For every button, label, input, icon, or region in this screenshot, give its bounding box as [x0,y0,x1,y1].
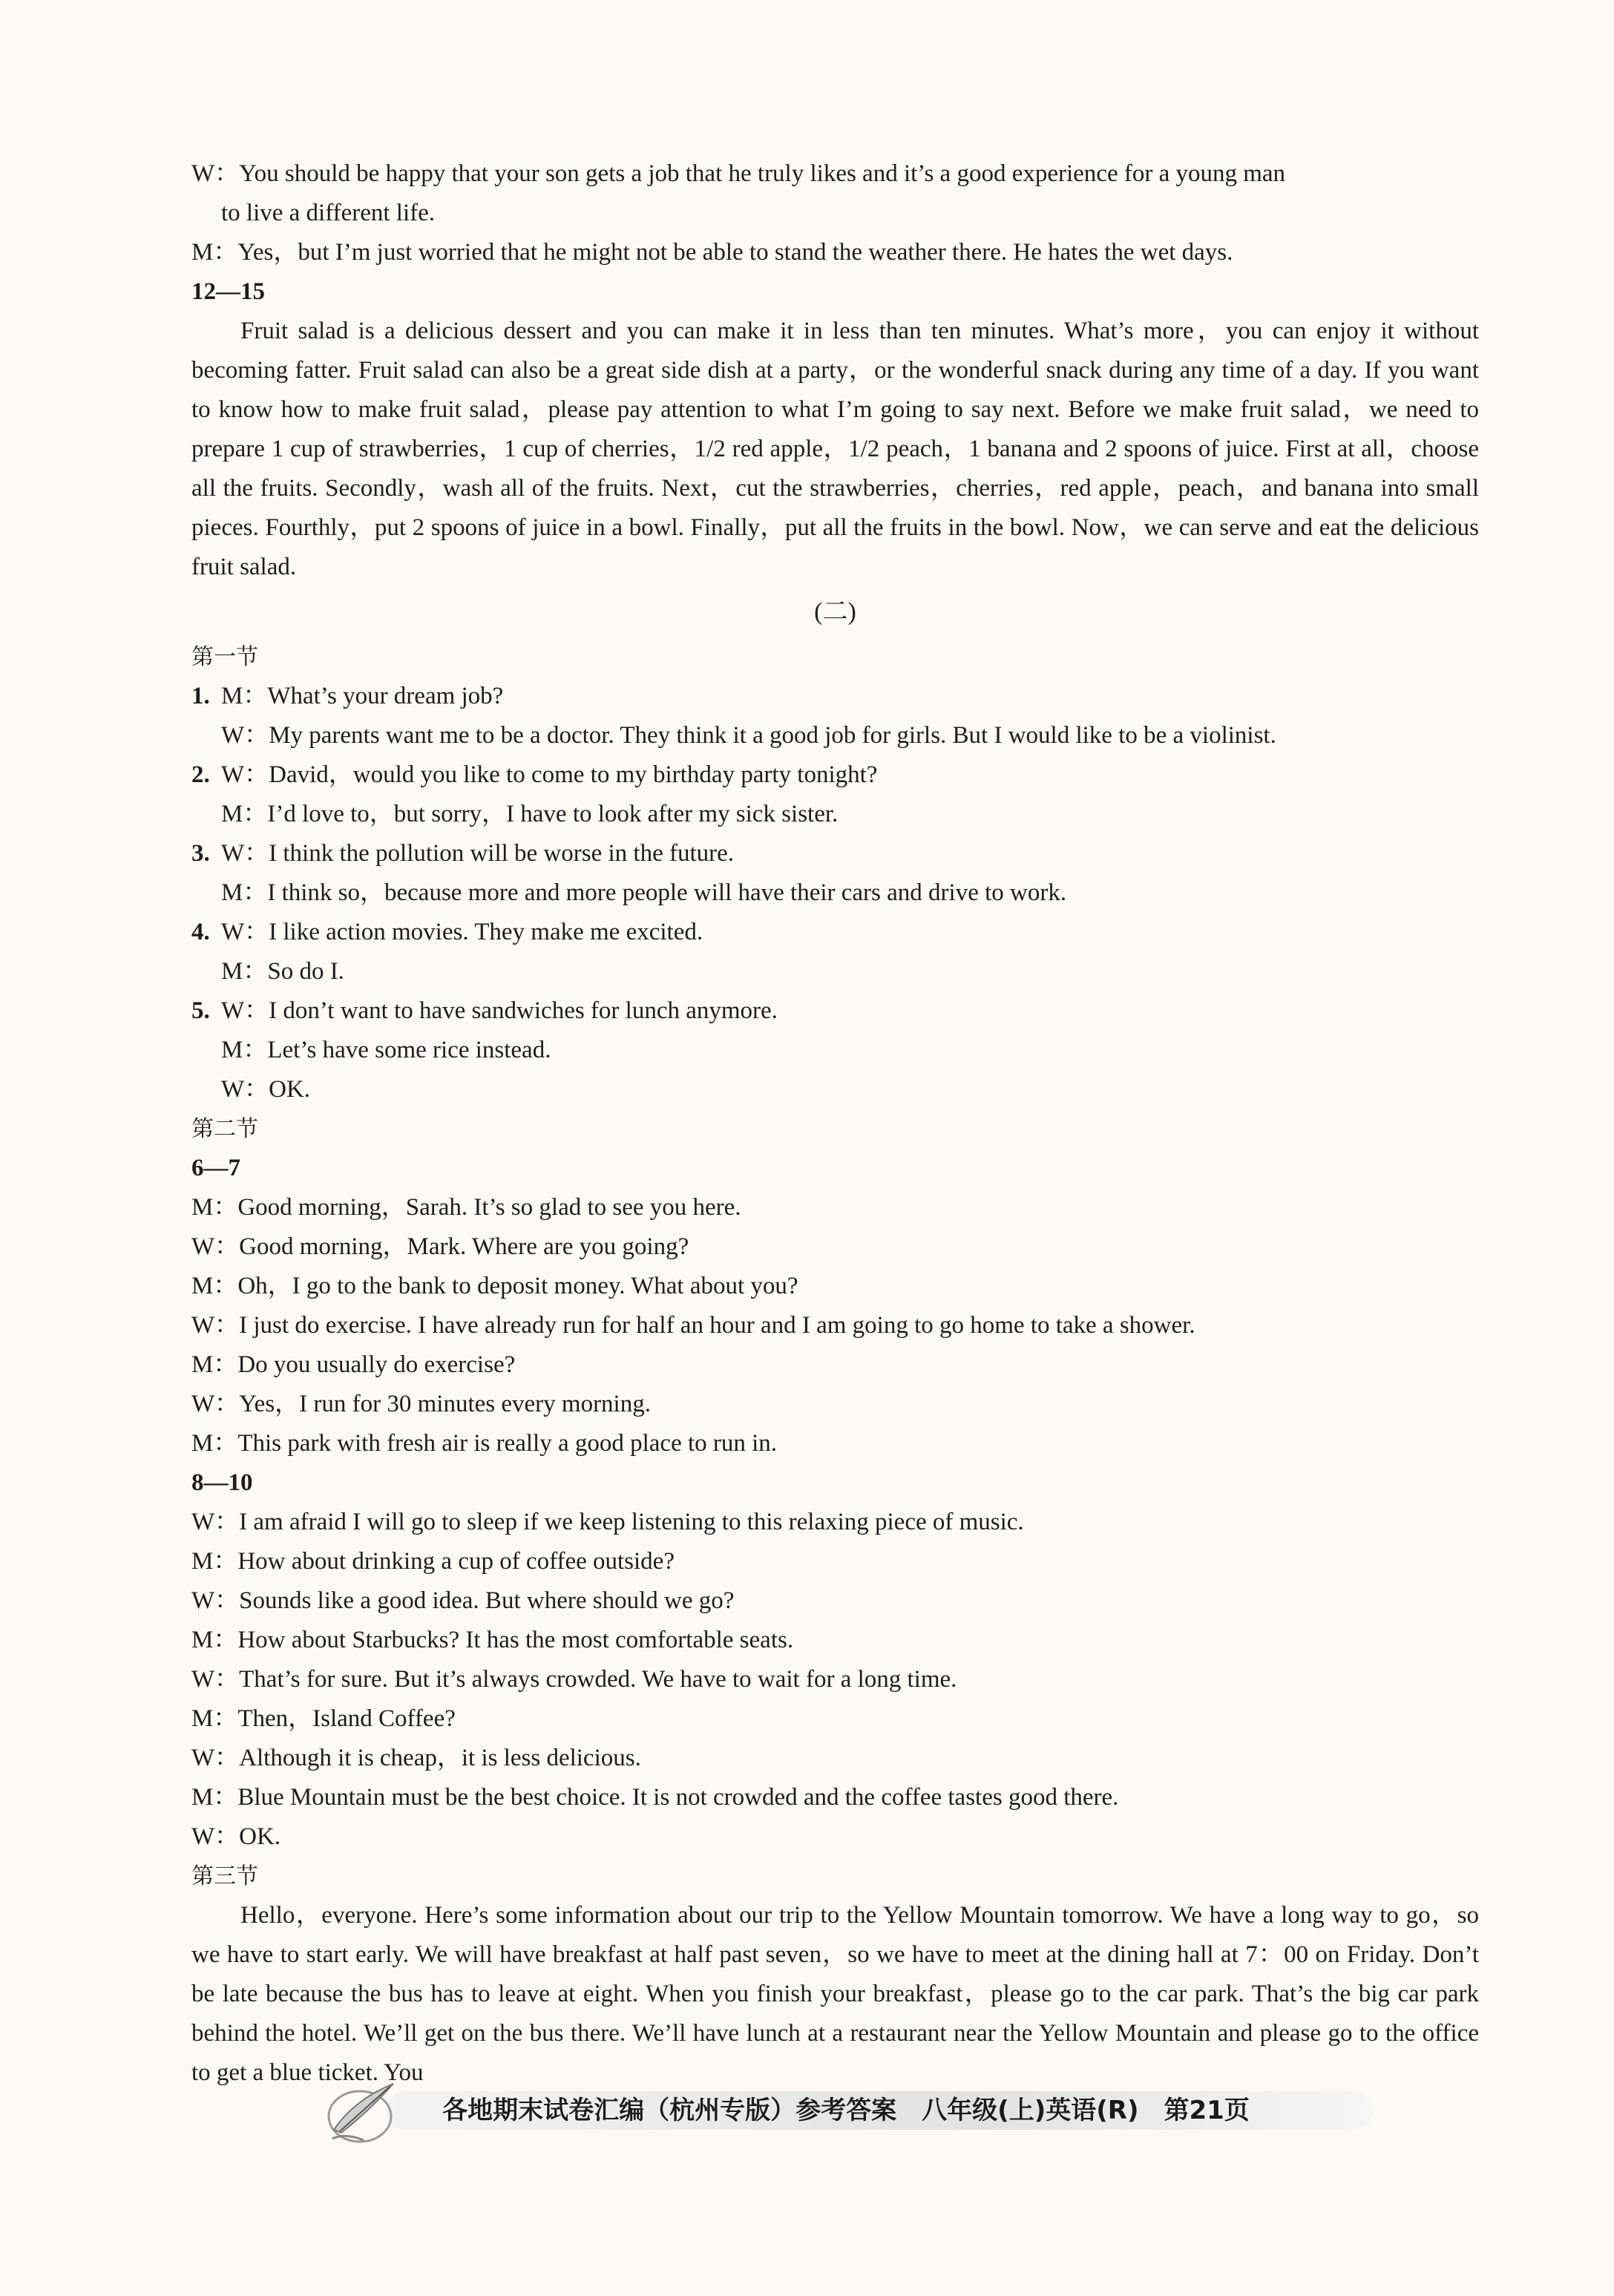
dialogue-line: M：Good morning，Sarah. It’s so glad to see you here. [191,1194,741,1221]
dialogue-line: W：Although it is cheap，it is less delicious. [191,1745,641,1771]
question-number: 2. [191,761,210,788]
question-number: 5. [191,997,210,1024]
passage-text: Fruit salad is a delicious dessert and you can make it in less than ten minutes. What’s more，you can enjoy it without becoming fatter. Fruit salad can also be a great side dish at a party，or the wonderful snack during any time of a day. If you want to know how to make fruit salad，please pay attention to what I’m going to say next. Before we make fruit salad，we need to prepare 1 cup of strawberries，1 cup of cherries，1/2 red apple，1/2 peach，1 banana and 2 spoons of juice. First at all，choose all the fruits. Secondly，wash all of the fruits. Next，cut the strawberries，cherries，red apple，peach，and banana into small pieces. Fourthly，put 2 spoons of juice in a bowl. Finally，put all the fruits in the bowl. Now，we can serve and eat the delicious fruit salad. [191,318,1479,580]
dialogue-line: M：Yes，but I’m just worried that he might not be able to stand the weather there. He hates the wet days. [191,239,1233,266]
dialogue-line: M：So do I. [221,958,344,985]
dialogue-line: W：That’s for sure. But it’s always crowded. We have to wait for a long time. [191,1666,957,1693]
dialogue-line: W：Yes，I run for 30 minutes every morning. [191,1391,651,1417]
dialogue-line: M：I think so，because more and more people will have their cars and drive to work. [221,879,1067,906]
section-label-2: 第二节 [191,1116,258,1142]
monologue-text: Hello，everyone. Here’s some information about our trip to the Yellow Mountain tomorrow. We have a long way to go，so we have to start early. We will have breakfast at half past seven，so we have to meet at the dining hall at 7：00 on Friday. Don’t be late because the bus has to leave at eight. When you finish your breakfast，please go to the car park. That’s the big car park behind the hotel. We’ll get on the bus there. We’ll have lunch at a restaurant near the Yellow Mountain and please go to the office to get a blue ticket. You [191,1902,1479,2086]
question-number: 1. [191,683,210,709]
dialogue-line: W：OK. [221,1076,311,1103]
dialogue-line: M：Let’s have some rice instead. [221,1037,551,1063]
answer-content [191,154,1479,2093]
section-heading-8-10: 8—10 [191,1469,253,1496]
fruit-salad-passage [191,312,1479,587]
dialogue-line: W：My parents want me to be a doctor. They think it a good job for girls. But I would like to be a violinist. [221,722,1276,749]
section-label-3: 第三节 [191,1863,258,1889]
question-4 [191,913,1479,952]
dialogue-line: M：Then，Island Coffee? [191,1705,456,1732]
trip-monologue [191,1896,1479,2093]
question-number: 4. [191,919,210,945]
question-3 [191,834,1479,873]
dialogue-line: to live a different life. [221,200,436,226]
question-1 [191,677,1479,716]
section-heading-12-15: 12—15 [191,278,265,305]
section-heading-6-7: 6—7 [191,1155,240,1181]
dialogue-line: M：This park with fresh air is really a good place to run in. [191,1430,778,1457]
dialogue-line: W：Good morning，Mark. Where are you going? [191,1233,689,1260]
dialogue-line: M：What’s your dream job? [221,683,504,709]
question-2 [191,755,1479,795]
dialogue-line: M：Do you usually do exercise? [191,1351,516,1378]
dialogue-line: M：I’d love to，but sorry，I have to look after my sick sister. [221,801,839,827]
dialogue-line: W：OK. [191,1823,281,1850]
question-5 [191,991,1479,1031]
section-label-1: 第一节 [191,644,258,670]
dialogue-line: W：You should be happy that your son gets a job that he truly likes and it’s a good experience for a young man [191,160,1286,187]
footer-title: 各地期末试卷汇编（杭州专版）参考答案 八年级(上)英语(R) 第21页 [442,2096,1250,2125]
question-number: 3. [191,840,210,867]
dialogue-line: M：How about drinking a cup of coffee outside? [191,1548,675,1575]
dialogue-line: M：Oh，I go to the bank to deposit money. What about you? [191,1273,798,1299]
dialogue-line: W：Sounds like a good idea. But where should we go? [191,1587,735,1614]
page-footer [319,2070,1373,2152]
dialogue-line: W：I think the pollution will be worse in the future. [221,840,735,867]
part-title: (二) [814,598,856,626]
dialogue-line: W：I am afraid I will go to sleep if we keep listening to this relaxing piece of music. [191,1509,1024,1535]
dialogue-line: M：Blue Mountain must be the best choice. It is not crowded and the coffee tastes good there. [191,1784,1119,1811]
quill-logo-icon [319,2070,401,2152]
dialogue-line: W：I like action movies. They make me excited. [221,919,703,945]
dialogue-line: W：I just do exercise. I have already run for half an hour and I am going to go home to take a shower. [191,1312,1195,1339]
dialogue-line: W：I don’t want to have sandwiches for lunch anymore. [221,997,778,1024]
dialogue-line: W：David，would you like to come to my birthday party tonight? [221,761,878,788]
dialogue-line: M：How about Starbucks? It has the most comfortable seats. [191,1627,794,1653]
